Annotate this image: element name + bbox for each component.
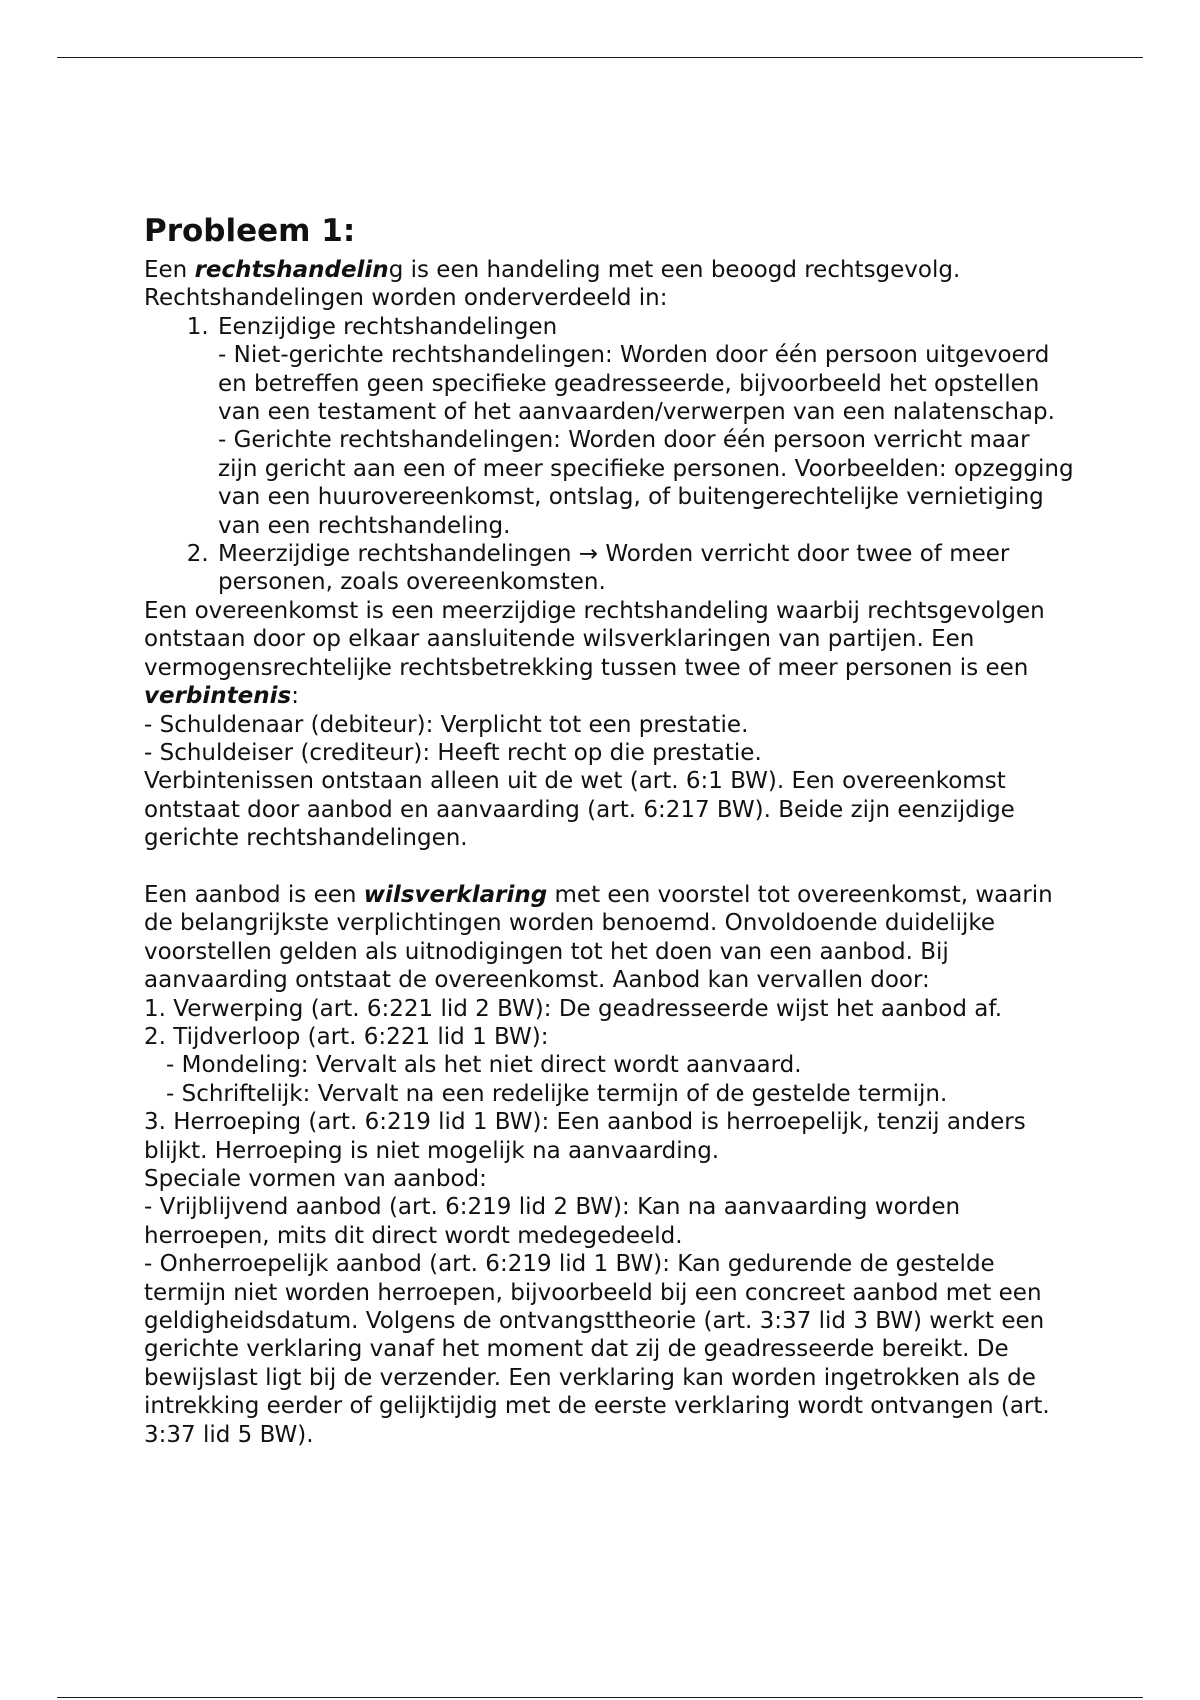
intro-text-end: is een handeling met een beoogd rechtsgevolg. [403, 257, 961, 283]
list-item-title: 2. Meerzijdige rechtshandelingen → Worden verricht door twee of meer personen, zoals overeenkomsten. [218, 541, 1010, 596]
term-wilsverklaring: wilsverklaring [363, 881, 548, 908]
page-title: Probleem 1: [144, 213, 356, 249]
verval-item-herroeping: 3. Herroeping (art. 6:219 lid 1 BW): Een aanbod is herroepelijk, tenzij anders blijkt. Herroeping is niet mogelijk na aanvaarding. [144, 1109, 1026, 1164]
overeenkomst-paragraph [144, 597, 1074, 711]
term-verbintenis: verbintenis [144, 683, 292, 710]
list-subitem-niet-gericht: - Niet-gerichte rechtshandelingen: Worden door één persoon uitgevoerd en betreffen geen specifieke geadresseerde, bijvoorbeeld het opstellen van een testament of het aanvaarden/verwerpen van een nalatenschap. [218, 342, 1055, 426]
list-item [216, 313, 1074, 540]
list-subitem-gericht: - Gerichte rechtshandelingen: Worden door één persoon verricht maar zijn gericht aan een of meer specifieke personen. Voorbeelden: opzegging van een huurovereenkomst, ontslag, of buitengerechtelijke vernietiging van een rechtshandeling. [218, 427, 1074, 539]
rechtshandelingen-list [144, 313, 1074, 597]
verbintenissen-paragraph: Verbintenissen ontstaan alleen uit de wet (art. 6:1 BW). Een overeenkomst ontstaat door aanbod en aanvaarding (art. 6:217 BW). Beide zijn eenzijdige gerichte rechtshandelingen. [144, 768, 1015, 852]
aanbod-text-end: met een voorstel tot overeenkomst, waarin de belangrijkste verplichtingen worden benoemd. Onvoldoende duidelijke voorstellen gelden als uitnodigingen tot het doen van een aanbod. Bij aanvaarding ontstaat de overeenkomst. Aanbod kan vervallen door: [144, 881, 1053, 994]
schuldenaar-line: - Schuldenaar (debiteur): Verplicht tot een prestatie. [144, 711, 749, 738]
verval-item-verwerping: 1. Verwerping (art. 6:221 lid 2 BW): De geadresseerde wijst het aanbod af. [144, 995, 1003, 1022]
tijdverloop-mondeling: - Mondeling: Vervalt als het niet direct wordt aanvaard. [166, 1052, 802, 1079]
aanbod-paragraph [144, 881, 1074, 995]
overeenkomst-colon: : [291, 683, 299, 710]
footer-rule [57, 1697, 1143, 1698]
aanbod-text-start: Een aanbod is een [144, 881, 364, 908]
speciale-vormen-title: Speciale vormen van aanbod: [144, 1165, 487, 1192]
term-tail: g [388, 257, 404, 283]
verval-item-tijdverloop: 2. Tijdverloop (art. 6:221 lid 1 BW): [144, 1023, 549, 1050]
vrijblijvend-aanbod: - Vrijblijvend aanbod (art. 6:219 lid 2 BW): Kan na aanvaarding worden herroepen, mits dit direct wordt medegedeeld. [144, 1194, 961, 1249]
overeenkomst-text: Een overeenkomst is een meerzijdige rechtshandeling waarbij rechtsgevolgen ontstaan door op elkaar aansluitende wilsverklaringen van partijen. Een vermogensrechtelijke rechtsbetrekking tussen twee of meer personen is een [144, 597, 1045, 681]
intro-line-2: Rechtshandelingen worden onderverdeeld in: [144, 285, 668, 312]
schuldeiser-line: - Schuldeiser (crediteur): Heeft recht op die prestatie. [144, 739, 762, 766]
paragraph-spacer [144, 853, 1074, 881]
tijdverloop-schriftelijk: - Schriftelijk: Vervalt na een redelijke termijn of de gestelde termijn. [166, 1080, 948, 1107]
list-item [216, 540, 1074, 597]
document-body [144, 210, 1074, 1449]
onherroepelijk-aanbod: - Onherroepelijk aanbod (art. 6:219 lid 1 BW): Kan gedurende de gestelde termijn niet worden herroepen, bijvoorbeeld bij een concreet aanbod met een geldigheidsdatum. Volgens de ontvangsttheorie (art. 3:37 lid 3 BW) werkt een gerichte verklaring vanaf het moment dat zij de geadresseerde bereikt. De bewijslast ligt bij de verzender. Een verklaring kan worden ingetrokken als de intrekking eerder of gelijktijdig met de eerste verklaring wordt ontvangen (art. 3:37 lid 5 BW). [144, 1251, 1050, 1448]
list-item-title: 1. Eenzijdige rechtshandelingen [218, 313, 558, 340]
header-rule [57, 57, 1143, 58]
intro-paragraph [144, 256, 1074, 313]
intro-text-start: Een [144, 257, 195, 283]
term-rechtshandeling: rechtshandelin [194, 257, 389, 283]
